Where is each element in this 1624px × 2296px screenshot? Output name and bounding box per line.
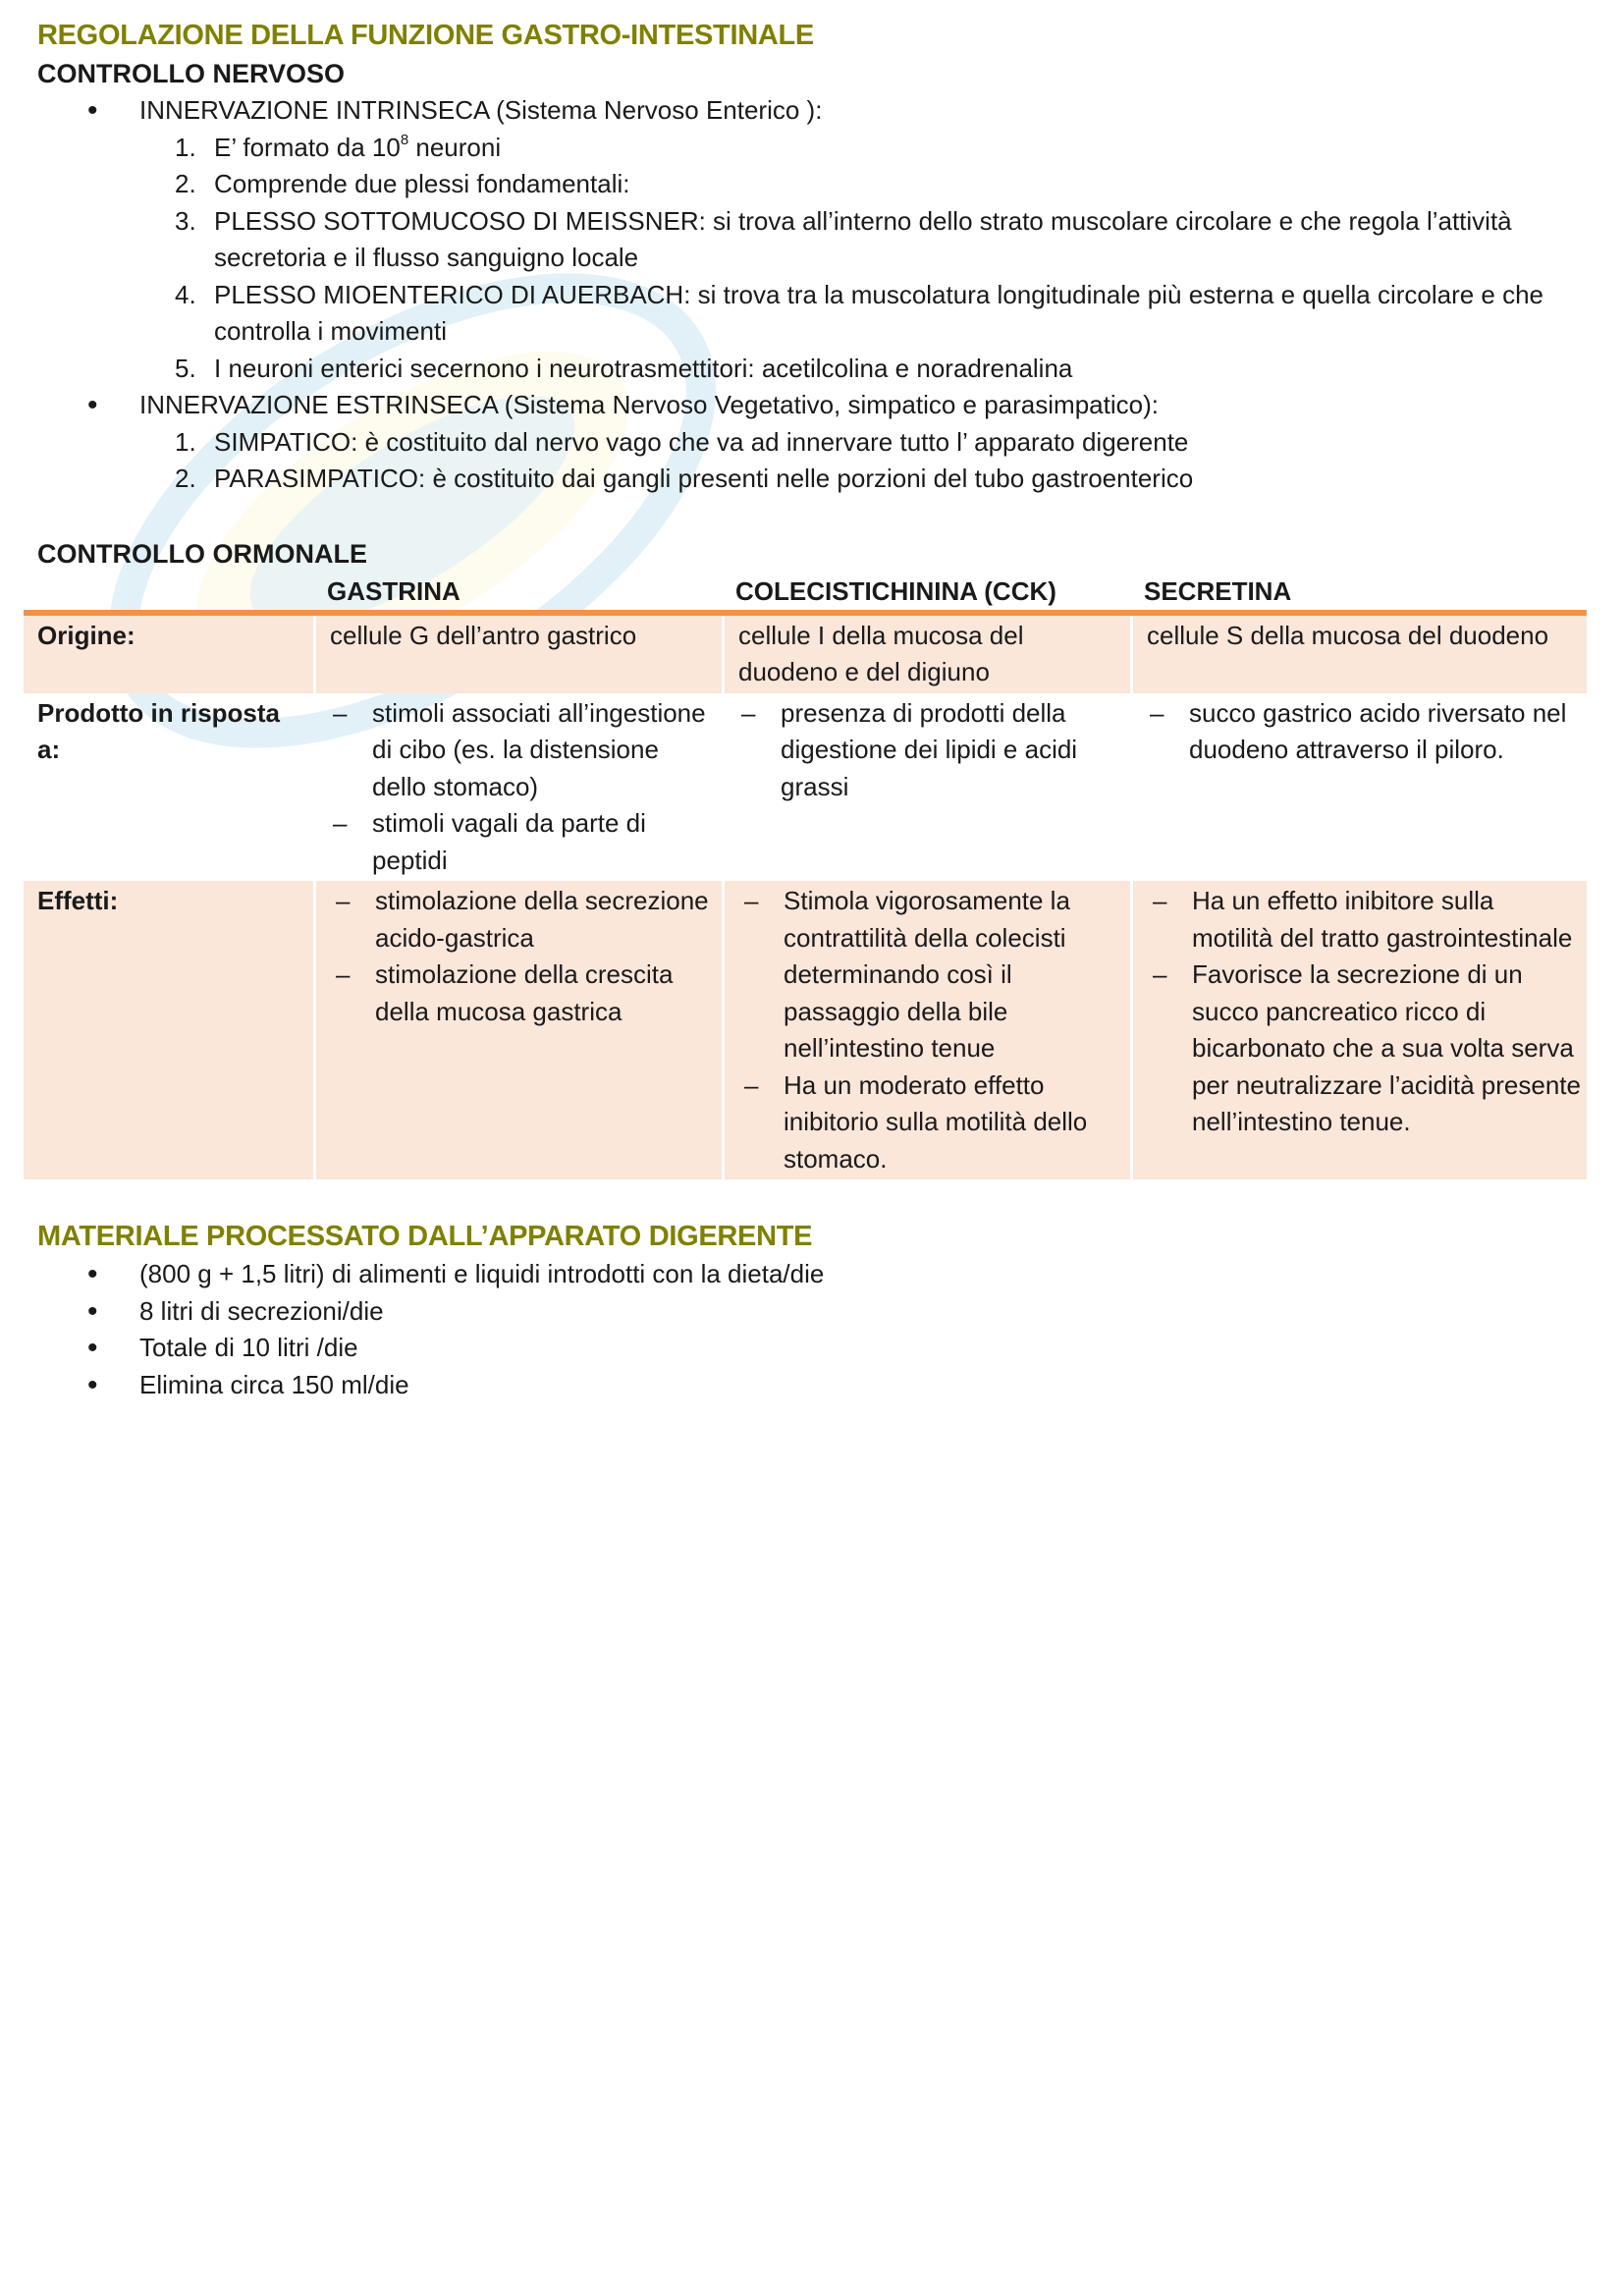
extrinsic-item (37, 387, 1598, 498)
column-header: GASTRINA (313, 573, 722, 616)
table-cell: cellule G dell’antro gastrico (313, 616, 722, 693)
list-item: • Elimina circa 150 ml/die (37, 1367, 1598, 1404)
list-item: – stimolazione della secrezione acido-gastrica (330, 883, 716, 957)
intrinsic-label: INNERVAZIONE INTRINSECA (Sistema Nervoso Enterico ): (139, 95, 823, 125)
table-cell (313, 881, 722, 1179)
material-heading: MATERIALE PROCESSATO DALL’APPARATO DIGERENTE (37, 1221, 813, 1252)
list-item: – stimoli associati all’ingestione di cibo (es. la distensione dello stomaco) (327, 695, 716, 806)
column-header: SECRETINA (1130, 573, 1587, 616)
table-cell: cellule S della mucosa del duodeno (1130, 616, 1587, 693)
list-item: • 8 litri di secrezioni/die (37, 1293, 1598, 1331)
intrinsic-sublist (139, 130, 1598, 388)
list-item: – Ha un effetto inibitore sulla motilità del tratto gastrointestinale (1147, 883, 1581, 957)
row-label: Origine: (24, 616, 313, 693)
table-cell (722, 881, 1130, 1179)
list-item: – presenza di prodotti della digestione dei lipidi e acidi grassi (735, 695, 1124, 806)
column-header (24, 573, 313, 616)
table-row (24, 616, 1587, 693)
material-list (37, 1256, 1598, 1403)
column-header: COLECISTICHININA (CCK) (722, 573, 1130, 616)
list-item: • (800 g + 1,5 litri) di alimenti e liquidi introdotti con la dieta/die (37, 1256, 1598, 1293)
extrinsic-label: INNERVAZIONE ESTRINSECA (Sistema Nervoso Vegetativo, simpatico e parasimpatico): (139, 390, 1159, 419)
nervous-list (37, 92, 1598, 498)
list-item: – succo gastrico acido riversato nel duodeno attraverso il piloro. (1144, 695, 1581, 769)
row-label: Effetti: (24, 881, 313, 1179)
list-item: – stimoli vagali da parte di peptidi (327, 805, 716, 879)
list-item: – Favorisce la secrezione di un succo pancreatico ricco di bicarbonato che a sua volta serva per neutralizzare l’acidità presente nell’intestino tenue. (1147, 957, 1581, 1141)
list-item: – stimolazione della crescita della mucosa gastrica (330, 957, 716, 1030)
extrinsic-sublist (139, 424, 1598, 498)
list-item: 1. SIMPATICO: è costituito dal nervo vago che va ad innervare tutto l’ apparato digerente (175, 426, 1189, 457)
list-item: 3. PLESSO SOTTOMUCOSO DI MEISSNER: si trova all’interno dello strato muscolare circolare e che regola l’attività secretoria e il flusso sanguigno locale (175, 205, 1512, 272)
intrinsic-item (37, 92, 1598, 387)
list-item: 2. PARASIMPATICO: è costituito dai gangli presenti nelle porzioni del tubo gastroenterico (175, 464, 1194, 493)
document-page (37, 16, 1598, 1403)
list-item: 1. E’ formato da $10^8$ neuroni (175, 131, 502, 162)
table-cell (1130, 693, 1587, 882)
list-item: 4. PLESSO MIOENTERICO DI AUERBACH: si trova tra la muscolatura longitudinale più esterna e quella circolare e che controlla i movimenti (175, 279, 1544, 346)
list-item: 5. I neuroni enterici secernono i neurotrasmettitori: acetilcolina e noradrenalina (175, 353, 1073, 383)
document-title: REGOLAZIONE DELLA FUNZIONE GASTRO-INTESTINALE (37, 20, 814, 51)
hormonal-heading: CONTROLLO ORMONALE (37, 538, 367, 569)
table-cell (722, 693, 1130, 882)
table-row (24, 693, 1587, 882)
table-cell (313, 693, 722, 882)
row-label: Prodotto in risposta a: (37, 697, 280, 764)
table-cell (1130, 881, 1587, 1179)
list-item: • Totale di 10 litri /die (37, 1330, 1598, 1367)
hormones-table (24, 573, 1587, 1180)
list-item: 2. Comprende due plessi fondamentali: (175, 169, 630, 198)
table-cell: cellule I della mucosa del duodeno e del digiuno (722, 616, 1130, 693)
table-header-row (24, 573, 1587, 616)
list-item: – Ha un moderato effetto inibitorio sulla motilità dello stomaco. (738, 1067, 1124, 1178)
nervous-heading: CONTROLLO NERVOSO (37, 59, 346, 88)
list-item: – Stimola vigorosamente la contrattilità della colecisti determinando così il passaggio della bile nell’intestino tenue (738, 883, 1124, 1067)
table-row (24, 881, 1587, 1179)
